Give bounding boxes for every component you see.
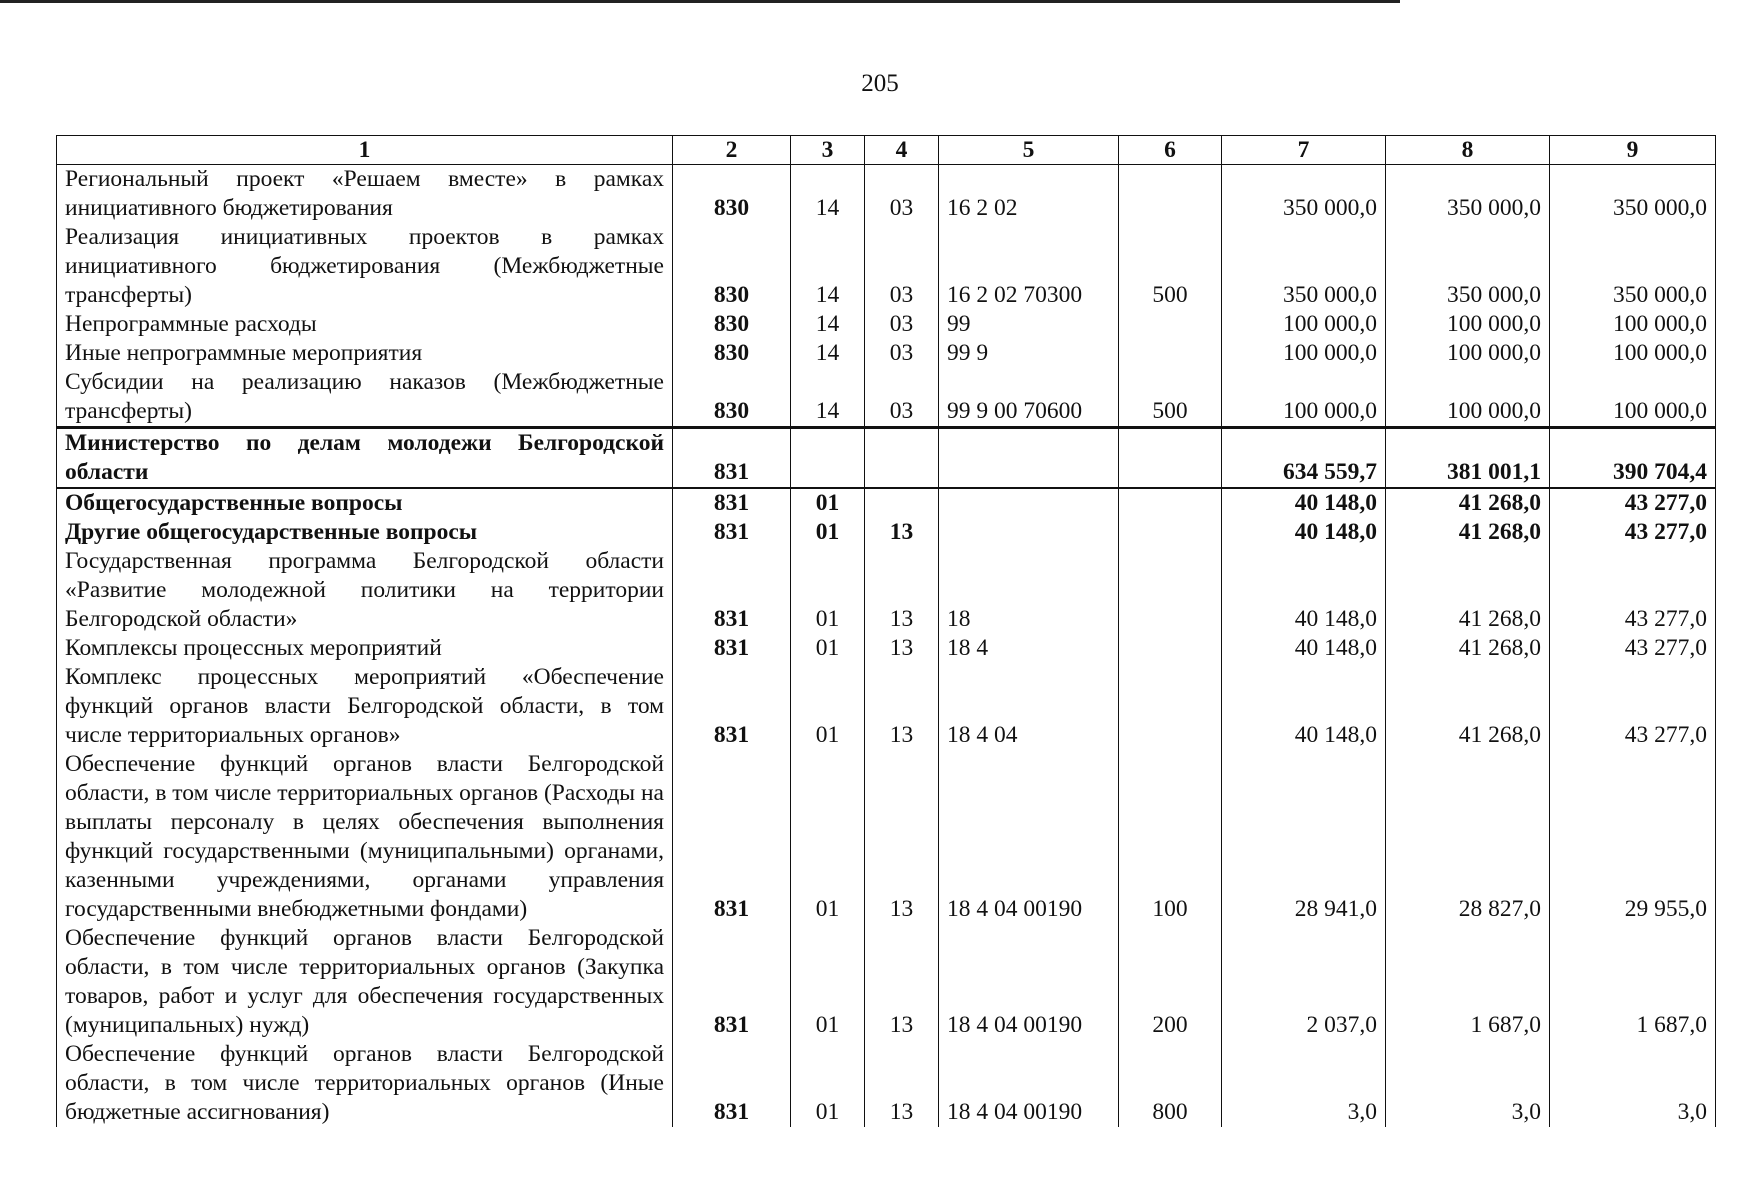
- row-value-col8: 41 268,0: [1386, 547, 1550, 634]
- row-name: Государственная программа Белгородской области «Развитие молодежной политики на территории Белгородской области»: [57, 547, 673, 634]
- table-row: [57, 750, 1716, 924]
- row-code: 831: [673, 750, 791, 924]
- row-value-col7: 40 148,0: [1222, 663, 1386, 750]
- row-type: 100: [1119, 750, 1222, 924]
- row-type: [1119, 663, 1222, 750]
- row-type: [1119, 339, 1222, 368]
- row-value-col7: 100 000,0: [1222, 310, 1386, 339]
- row-type: 500: [1119, 368, 1222, 428]
- row-subsection: 13: [865, 750, 939, 924]
- row-name: Общегосударственные вопросы: [57, 488, 673, 518]
- row-value-col8: 100 000,0: [1386, 339, 1550, 368]
- row-value-col7: 2 037,0: [1222, 924, 1386, 1040]
- row-subsection: 13: [865, 924, 939, 1040]
- row-value-col8: 41 268,0: [1386, 518, 1550, 547]
- row-code: 830: [673, 368, 791, 428]
- row-type: [1119, 547, 1222, 634]
- row-target: 18 4 04 00190: [939, 1040, 1119, 1127]
- row-subsection: 03: [865, 165, 939, 224]
- row-target: 18: [939, 547, 1119, 634]
- row-value-col8: 350 000,0: [1386, 165, 1550, 224]
- table-row: [57, 339, 1716, 368]
- row-target: 18 4 04: [939, 663, 1119, 750]
- table-row: [57, 518, 1716, 547]
- column-header-6: 6: [1119, 136, 1222, 165]
- row-code: 830: [673, 339, 791, 368]
- row-value-col9: 100 000,0: [1550, 339, 1716, 368]
- row-value-col8: 350 000,0: [1386, 223, 1550, 310]
- row-code: 831: [673, 518, 791, 547]
- row-value-col9: 100 000,0: [1550, 368, 1716, 428]
- row-type: [1119, 518, 1222, 547]
- row-section: 14: [791, 165, 865, 224]
- table-row: [57, 488, 1716, 518]
- row-name: Обеспечение функций органов власти Белгородской области, в том числе территориальных органов (Закупка товаров, работ и услуг для обеспечения государственных (муниципальных) нужд): [57, 924, 673, 1040]
- row-value-col7: 100 000,0: [1222, 339, 1386, 368]
- table-row-ministry: [57, 428, 1716, 489]
- row-value-col8: 28 827,0: [1386, 750, 1550, 924]
- row-name: Другие общегосударственные вопросы: [57, 518, 673, 547]
- row-target: 99: [939, 310, 1119, 339]
- table-row: [57, 663, 1716, 750]
- row-subsection: 13: [865, 663, 939, 750]
- row-value-col8: 381 001,1: [1386, 428, 1550, 489]
- row-target: 18 4 04 00190: [939, 750, 1119, 924]
- row-value-col8: 3,0: [1386, 1040, 1550, 1127]
- row-section: 01: [791, 634, 865, 663]
- column-header-4: 4: [865, 136, 939, 165]
- row-target: [939, 488, 1119, 518]
- row-name: Комплекс процессных мероприятий «Обеспечение функций органов власти Белгородской области, в том числе территориальных органов»: [57, 663, 673, 750]
- row-value-col9: 43 277,0: [1550, 488, 1716, 518]
- row-value-col9: 350 000,0: [1550, 223, 1716, 310]
- row-section: 01: [791, 1040, 865, 1127]
- row-name: Иные непрограммные мероприятия: [57, 339, 673, 368]
- row-name: Комплексы процессных мероприятий: [57, 634, 673, 663]
- row-value-col7: 100 000,0: [1222, 368, 1386, 428]
- row-code: 830: [673, 223, 791, 310]
- row-value-col7: 40 148,0: [1222, 488, 1386, 518]
- row-subsection: 13: [865, 634, 939, 663]
- row-value-col9: 43 277,0: [1550, 518, 1716, 547]
- row-type: [1119, 428, 1222, 489]
- row-code: 831: [673, 924, 791, 1040]
- row-section: 01: [791, 547, 865, 634]
- row-value-col7: 3,0: [1222, 1040, 1386, 1127]
- row-code: 831: [673, 634, 791, 663]
- row-type: 500: [1119, 223, 1222, 310]
- table-row: [57, 547, 1716, 634]
- row-name: Субсидии на реализацию наказов (Межбюджетные трансферты): [57, 368, 673, 428]
- row-value-col8: 100 000,0: [1386, 368, 1550, 428]
- row-name: Министерство по делам молодежи Белгородской области: [57, 428, 673, 489]
- row-value-col8: 100 000,0: [1386, 310, 1550, 339]
- row-value-col9: 350 000,0: [1550, 165, 1716, 224]
- table-row: [57, 165, 1716, 224]
- row-target: 99 9 00 70600: [939, 368, 1119, 428]
- row-type: [1119, 165, 1222, 224]
- table-row: [57, 223, 1716, 310]
- row-code: 830: [673, 310, 791, 339]
- row-value-col9: 43 277,0: [1550, 663, 1716, 750]
- column-header-8: 8: [1386, 136, 1550, 165]
- table-row: [57, 368, 1716, 428]
- row-type: [1119, 488, 1222, 518]
- column-header-7: 7: [1222, 136, 1386, 165]
- row-section: 01: [791, 518, 865, 547]
- budget-table: [56, 135, 1716, 1127]
- table-row: [57, 1040, 1716, 1127]
- row-subsection: [865, 488, 939, 518]
- row-target: [939, 428, 1119, 489]
- row-target: 18 4: [939, 634, 1119, 663]
- row-value-col8: 41 268,0: [1386, 663, 1550, 750]
- row-target: 18 4 04 00190: [939, 924, 1119, 1040]
- row-type: 200: [1119, 924, 1222, 1040]
- row-value-col9: 43 277,0: [1550, 547, 1716, 634]
- row-value-col9: 43 277,0: [1550, 634, 1716, 663]
- row-target: [939, 518, 1119, 547]
- row-value-col8: 1 687,0: [1386, 924, 1550, 1040]
- row-code: 831: [673, 1040, 791, 1127]
- column-header-3: 3: [791, 136, 865, 165]
- row-section: 14: [791, 223, 865, 310]
- row-value-col7: 40 148,0: [1222, 547, 1386, 634]
- row-subsection: 13: [865, 1040, 939, 1127]
- row-section: 14: [791, 368, 865, 428]
- row-section: 14: [791, 339, 865, 368]
- row-name: Непрограммные расходы: [57, 310, 673, 339]
- row-subsection: 13: [865, 547, 939, 634]
- row-code: 831: [673, 547, 791, 634]
- page-number: 205: [861, 70, 899, 97]
- row-value-col7: 634 559,7: [1222, 428, 1386, 489]
- row-subsection: [865, 428, 939, 489]
- row-value-col8: 41 268,0: [1386, 634, 1550, 663]
- row-subsection: 03: [865, 223, 939, 310]
- column-header-1: 1: [57, 136, 673, 165]
- column-header-5: 5: [939, 136, 1119, 165]
- row-value-col8: 41 268,0: [1386, 488, 1550, 518]
- row-code: 831: [673, 428, 791, 489]
- row-type: 800: [1119, 1040, 1222, 1127]
- row-value-col9: 390 704,4: [1550, 428, 1716, 489]
- row-target: 16 2 02 70300: [939, 223, 1119, 310]
- row-name: Обеспечение функций органов власти Белгородской области, в том числе территориальных органов (Расходы на выплаты персоналу в целях обеспечения выполнения функций государственными (муниципальными) органами, казенными учреждениями, органами управления государственными внебюджетными фондами): [57, 750, 673, 924]
- row-section: 01: [791, 663, 865, 750]
- table-header-row: [57, 136, 1716, 165]
- row-name: Реализация инициативных проектов в рамках инициативного бюджетирования (Межбюджетные трансферты): [57, 223, 673, 310]
- table-row: [57, 310, 1716, 339]
- row-value-col9: 29 955,0: [1550, 750, 1716, 924]
- top-rule: [0, 0, 1400, 3]
- row-value-col9: 100 000,0: [1550, 310, 1716, 339]
- row-section: 01: [791, 750, 865, 924]
- row-type: [1119, 310, 1222, 339]
- row-value-col7: 350 000,0: [1222, 165, 1386, 224]
- row-subsection: 03: [865, 339, 939, 368]
- row-code: 831: [673, 488, 791, 518]
- table-row: [57, 634, 1716, 663]
- row-value-col9: 1 687,0: [1550, 924, 1716, 1040]
- row-type: [1119, 634, 1222, 663]
- table-row: [57, 924, 1716, 1040]
- row-value-col7: 40 148,0: [1222, 518, 1386, 547]
- row-value-col7: 28 941,0: [1222, 750, 1386, 924]
- row-subsection: 03: [865, 368, 939, 428]
- row-value-col9: 3,0: [1550, 1040, 1716, 1127]
- row-section: 01: [791, 488, 865, 518]
- row-value-col7: 40 148,0: [1222, 634, 1386, 663]
- row-target: 99 9: [939, 339, 1119, 368]
- row-section: 14: [791, 310, 865, 339]
- column-header-9: 9: [1550, 136, 1716, 165]
- row-code: 831: [673, 663, 791, 750]
- row-code: 830: [673, 165, 791, 224]
- row-name: Обеспечение функций органов власти Белгородской области, в том числе территориальных органов (Иные бюджетные ассигнования): [57, 1040, 673, 1127]
- row-value-col7: 350 000,0: [1222, 223, 1386, 310]
- row-section: [791, 428, 865, 489]
- row-subsection: 03: [865, 310, 939, 339]
- column-header-2: 2: [673, 136, 791, 165]
- row-name: Региональный проект «Решаем вместе» в рамках инициативного бюджетирования: [57, 165, 673, 224]
- row-section: 01: [791, 924, 865, 1040]
- row-target: 16 2 02: [939, 165, 1119, 224]
- row-subsection: 13: [865, 518, 939, 547]
